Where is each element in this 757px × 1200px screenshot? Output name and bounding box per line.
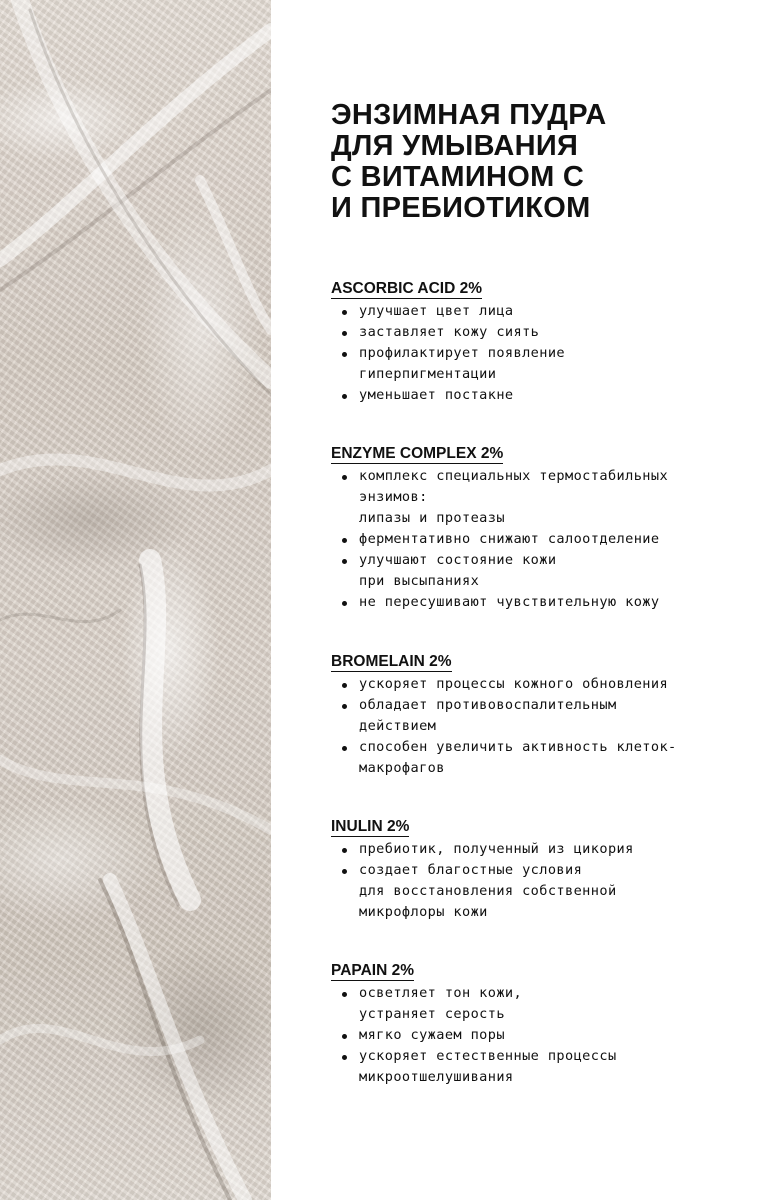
benefit-list: [331, 983, 757, 1088]
title-line-1: ЭНЗИМНАЯ ПУДРА: [331, 99, 607, 131]
powder-texture-image: [0, 0, 271, 1200]
list-item: улучшают состояние кожи при высыпаниях: [331, 550, 757, 592]
section-inulin: [331, 818, 757, 923]
section-ascorbic-acid: [331, 280, 757, 406]
list-item: ферментативно снижают салоотделение: [331, 529, 757, 550]
title-line-4: И ПРЕБИОТИКОМ: [331, 192, 591, 224]
list-item: обладает противовоспалительным действием: [331, 695, 757, 737]
powder-texture-strokes: [0, 0, 271, 1200]
list-item: пребиотик, полученный из цикория: [331, 839, 757, 860]
list-item: способен увеличить активность клеток- макрофагов: [331, 737, 757, 779]
section-heading: ENZYME COMPLEX 2%: [331, 445, 504, 462]
title-line-2: ДЛЯ УМЫВАНИЯ: [331, 130, 579, 162]
list-item: уменьшает постакне: [331, 385, 757, 406]
product-title: [331, 100, 757, 224]
product-description: [331, 99, 757, 1085]
benefit-list: [331, 674, 757, 779]
section-heading: BROMELAIN 2%: [331, 653, 452, 670]
list-item: заставляет кожу сиять: [331, 322, 757, 343]
section-bromelain: [331, 653, 757, 779]
list-item: ускоряет процессы кожного обновления: [331, 674, 757, 695]
section-heading: PAPAIN 2%: [331, 962, 414, 979]
list-item: ускоряет естественные процессы микроотшелушивания: [331, 1046, 757, 1088]
list-item: создает благостные условия для восстановления собственной микрофлоры кожи: [331, 860, 757, 923]
title-line-3: С ВИТАМИНОМ С: [331, 161, 585, 193]
list-item: комплекс специальных термостабильных энзимов: липазы и протеазы: [331, 466, 757, 529]
benefit-list: [331, 839, 757, 923]
section-papain: [331, 962, 757, 1088]
section-heading: INULIN 2%: [331, 818, 410, 835]
list-item: не пересушивают чувствительную кожу: [331, 592, 757, 613]
list-item: профилактирует появление гиперпигментации: [331, 343, 757, 385]
section-heading: ASCORBIC ACID 2%: [331, 280, 482, 297]
benefit-list: [331, 466, 757, 613]
list-item: мягко сужаем поры: [331, 1025, 757, 1046]
list-item: осветляет тон кожи, устраняет серость: [331, 983, 757, 1025]
section-enzyme-complex: [331, 445, 757, 613]
list-item: улучшает цвет лица: [331, 301, 757, 322]
benefit-list: [331, 301, 757, 406]
